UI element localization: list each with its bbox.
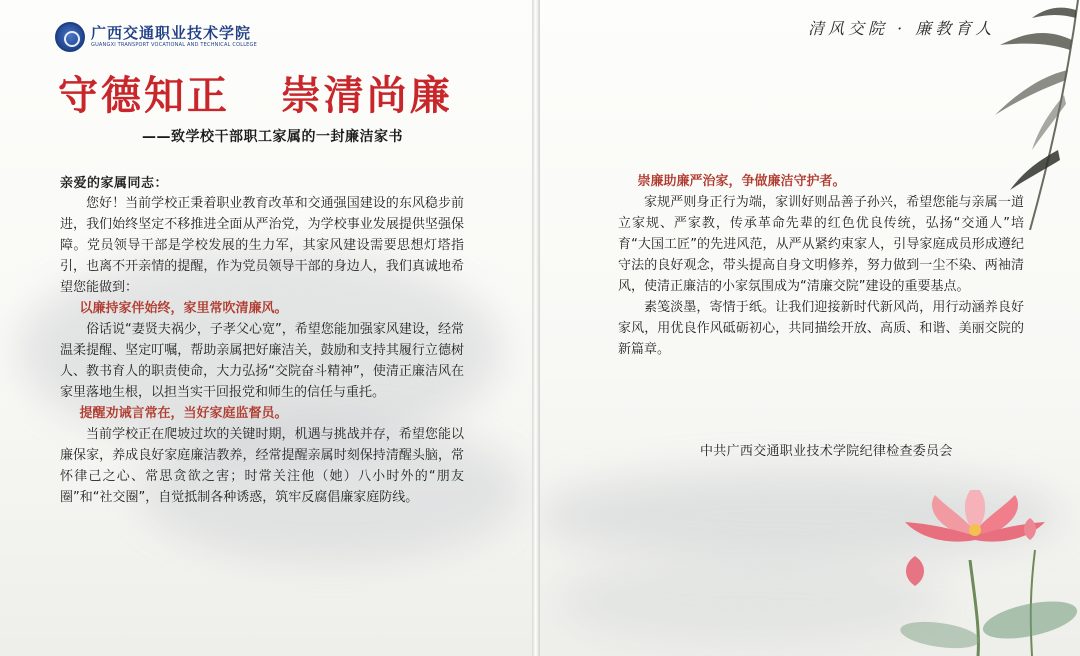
college-emblem-icon <box>55 22 85 52</box>
bamboo-branch-icon <box>960 0 1080 230</box>
section-heading-1: 以廉持家伴始终，家里常吹清廉风。 <box>79 301 288 316</box>
section-body-3: 家规严则身正行为端，家训好则品善子孙兴，希望您能与亲属一道立家规、严家教，传承革命先辈的红色优良传统，弘扬“交通人”培育“大国工匠”的先进风范，从严从紧约束家人，引导家庭成员形成遵纪守法的良好观念，带头提高自身文明修养，努力做到一尘不染、两袖清风，使清正廉洁的小家氛围成为“清廉交院”建设的重要基点。 <box>618 195 1024 294</box>
section-heading-2: 提醒劝诫言常在，当好家庭监督员。 <box>79 406 288 421</box>
main-title: 守德知正 崇清尚廉 <box>58 72 453 119</box>
section-heading-3: 崇廉助廉严治家，争做廉洁守护者。 <box>637 174 846 189</box>
college-logo <box>55 22 257 52</box>
page-fold <box>532 0 540 656</box>
subtitle: ——致学校干部职工家属的一封廉洁家书 <box>142 129 403 145</box>
section-body-1: 俗话说“妻贤夫祸少，子孝父心宽”，希望您能加强家风建设，经常温柔提醒、坚定叮嘱，帮助亲属把好廉洁关，鼓励和支持其履行立德树人、教书育人的职责使命，大力弘扬“交院奋斗精神”，使清正廉洁风在家里落地生根，以担当实干回报党和师生的信任与重托。 <box>60 322 464 400</box>
closing-paragraph: 素笺淡墨，寄情于纸。让我们迎接新时代新风尚，用行动涵养良好家风，用优良作风砥砺初心，共同描绘开放、高质、和谐、美丽交院的新篇章。 <box>618 300 1024 357</box>
college-name: 广西交通职业技术学院 <box>91 24 252 42</box>
lotus-flower-icon <box>880 490 1080 656</box>
section-body-2: 当前学校正在爬坡过坎的关键时期，机遇与挑战并存，希望您能以廉保家，养成良好家庭廉洁教养，经常提醒亲属时刻保持清醒头脑，常怀律己之心、常思贪欲之害；时常关注他（她）八小时外的“朋友圈”和“社交圈”，自觉抵制各种诱惑，筑牢反腐倡廉家庭防线。 <box>60 427 464 505</box>
intro-paragraph: 您好！当前学校正秉着职业教育改革和交通强国建设的东风稳步前进，我们始终坚定不移推进全面从严治党，为学校事业发展提供坚强保障。党员领导干部是学校发展的生力军，其家风建设需要思想灯塔指引，也离不开亲情的提醒，作为党员领导干部的身边人，我们真诚地希望您能做到： <box>60 196 464 295</box>
motto: 清风交院 · 廉教育人 <box>808 19 996 38</box>
salutation: 亲爱的家属同志： <box>60 176 169 191</box>
college-name-en: GUANGXI TRANSPORT VOCATIONAL AND TECHNICAL COLLEGE <box>91 42 257 48</box>
signature: 中共广西交通职业技术学院纪律检查委员会 <box>700 444 953 459</box>
letter-body-left <box>60 193 464 508</box>
